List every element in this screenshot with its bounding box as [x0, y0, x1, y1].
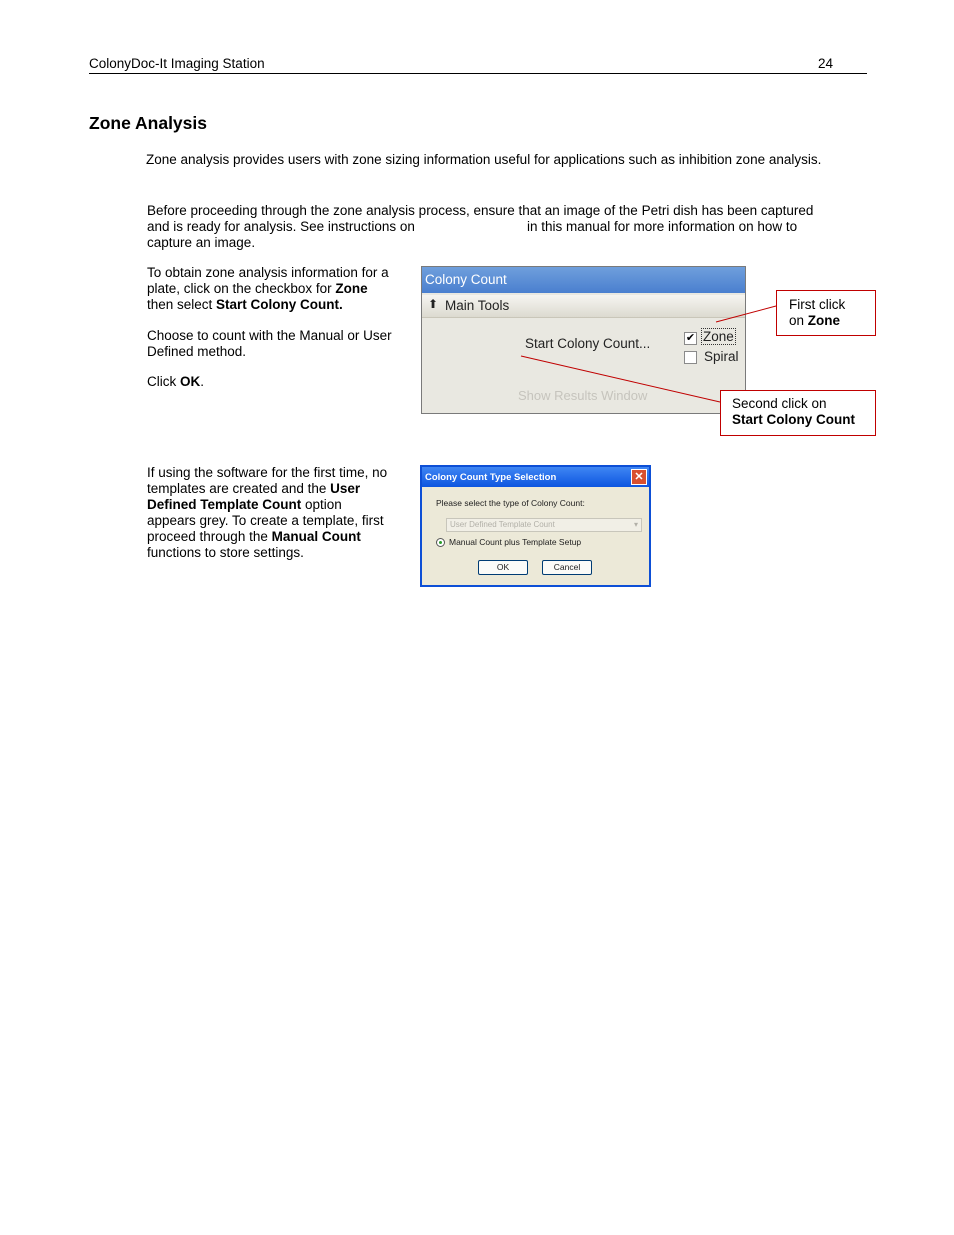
section-heading: Zone Analysis [89, 113, 207, 133]
first-click-callout [776, 290, 876, 336]
step1-line-3: then select Start Colony Count. [147, 297, 343, 312]
template-line-1: If using the software for the first time, no [147, 465, 388, 480]
callout2-line-2: Start Colony Count [732, 412, 855, 427]
colony-count-type-dialog-screenshot [420, 465, 651, 587]
step1-line-1: To obtain zone analysis information for a [147, 265, 389, 280]
dialog-title-bar [422, 467, 649, 487]
callout1-line-1: First click [789, 297, 846, 312]
spiral-label[interactable]: Spiral [704, 349, 739, 364]
close-icon[interactable]: ✕ [631, 469, 647, 485]
manual-count-radio[interactable] [436, 538, 445, 547]
prereq-line-1: Before proceeding through the zone analysis process, ensure that an image of the Petri dish has been captured [147, 203, 814, 218]
zone-label[interactable]: Zone [703, 329, 734, 344]
prereq-line-2b: in this manual for more information on how to [527, 219, 798, 234]
callout1-line-2: on Zone [789, 313, 841, 328]
dialog-title: Colony Count Type Selection [425, 472, 557, 483]
ok-button[interactable]: OK [478, 560, 528, 575]
start-colony-count-button[interactable]: Start Colony Count... [525, 336, 651, 351]
step2-line-2: Defined method. [147, 344, 247, 359]
user-defined-template-label: User Defined Template Count [450, 520, 555, 529]
show-results-window-button[interactable]: Show Results Window [518, 388, 648, 403]
check-icon: ✔ [685, 332, 696, 344]
user-defined-template-select [446, 518, 642, 532]
page-number: 24 [818, 56, 834, 71]
chevron-up-icon[interactable]: ⬆ [428, 297, 439, 311]
start-callout-line [521, 356, 720, 402]
document-title: ColonyDoc-It Imaging Station [89, 56, 265, 71]
template-line-2: templates are created and the User [147, 481, 361, 496]
zone-callout-line [716, 306, 776, 322]
step1-line-2: plate, click on the checkbox for Zone [147, 281, 368, 296]
cancel-button[interactable]: Cancel [542, 560, 592, 575]
template-line-5: proceed through the Manual Count [147, 529, 361, 544]
prereq-line-3: capture an image. [147, 235, 256, 250]
prereq-line-2a: and is ready for analysis. See instructions on [147, 219, 415, 234]
template-line-6: functions to store settings. [147, 545, 304, 560]
step2-line-1: Choose to count with the Manual or User [147, 328, 392, 343]
intro-paragraph: Zone analysis provides users with zone sizing information useful for applications such as inhibition zone analysis. [146, 152, 822, 167]
template-line-3: Defined Template Count option [147, 497, 342, 512]
step3-line: Click OK. [147, 374, 205, 389]
manual-count-label[interactable]: Manual Count plus Template Setup [449, 537, 582, 547]
second-click-callout [720, 390, 876, 436]
dialog-prompt: Please select the type of Colony Count: [436, 498, 585, 508]
chevron-down-icon: ▾ [633, 520, 638, 529]
template-line-4: appears grey. To create a template, first [147, 513, 384, 528]
callout2-line-1: Second click on [732, 396, 827, 411]
main-tools-label: Main Tools [445, 298, 510, 313]
panel-title: Colony Count [425, 272, 507, 287]
